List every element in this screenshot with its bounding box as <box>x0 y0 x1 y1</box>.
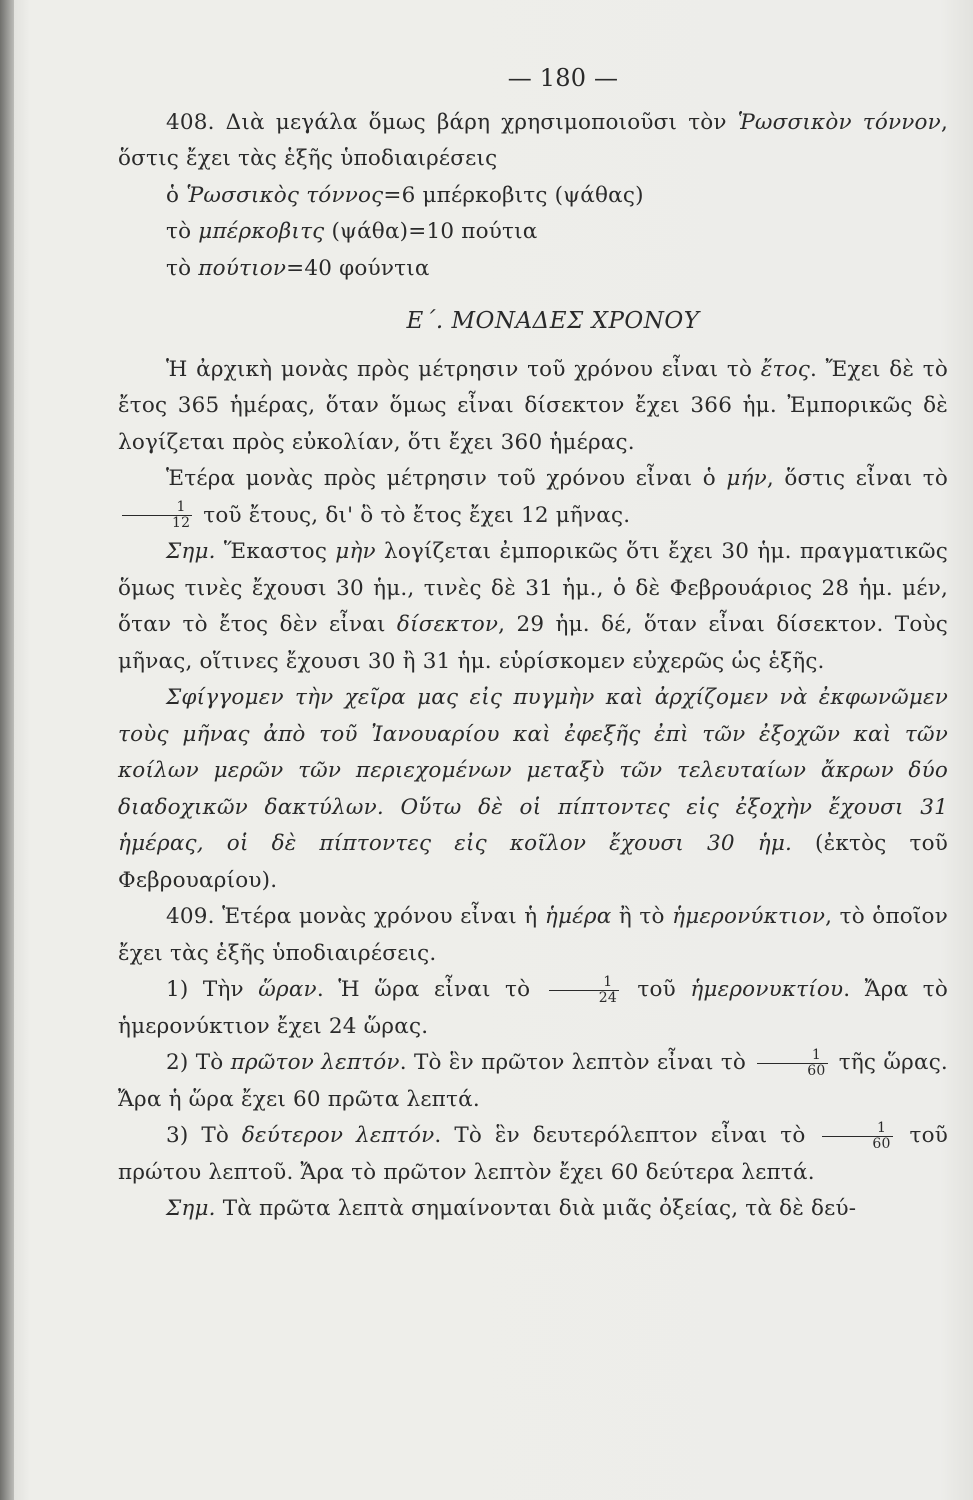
text: τὸ <box>166 219 199 244</box>
italic-term: ἡμερονυκτίου <box>690 977 844 1002</box>
text: Ἑτέρα μονὰς πρὸς μέτρησιν τοῦ χρόνου εἶναι ὁ <box>166 466 727 491</box>
list-item-hour <box>118 972 948 1045</box>
text: 408. Διὰ μεγάλα ὅμως βάρη χρησιμοποιοῦσι τὸν <box>166 109 738 135</box>
text: . Ἔχει δὲ τὸ ἔτος 365 ἡμέρας, ὅταν ὅμως εἶναι δίσεκτον ἔχει 366 ἡμ. Ἐμπορικῶς δὲ λογίζεται πρὸς εὐκολίαν, ὅτι ἔχει 360 ἡμέρας. <box>118 356 948 455</box>
fraction <box>822 1121 892 1152</box>
fraction-denominator: 24 <box>598 989 617 1006</box>
page-spine-shadow <box>0 0 14 1500</box>
fraction-numerator: 1 <box>822 1121 892 1137</box>
italic-term: Σημ. <box>166 1196 216 1221</box>
text: 3) Τὸ <box>166 1123 242 1148</box>
text: 409. Ἑτέρα μονὰς χρόνου εἶναι ἡ <box>166 904 545 929</box>
text: Ἡ ἀρχικὴ μονὰς πρὸς μέτρησιν τοῦ χρόνου εἶναι τὸ <box>166 356 761 382</box>
fraction-numerator: 1 <box>757 1048 827 1064</box>
italic-term: μὴν <box>335 539 376 564</box>
section-heading: Ε΄. ΜΟΝΑΔΕΣ ΧΡΟΝΟΥ <box>406 308 700 334</box>
italic-term: δεύτερον λεπτόν <box>241 1123 435 1148</box>
italic-term: Ῥωσσικὸν τόννον <box>737 109 941 135</box>
italic-term: μήν <box>726 466 767 491</box>
page-text <box>118 60 948 1228</box>
italic-term: πρῶτον λεπτόν <box>230 1050 400 1075</box>
italic-term: ἔτος <box>760 356 810 382</box>
text: , ὅστις εἶναι τὸ <box>766 466 948 491</box>
text: . Ἡ ὥρα εἶναι τὸ <box>316 977 545 1002</box>
text: . Τὸ ἓν πρῶτον λεπτὸν εἶναι τὸ <box>399 1050 754 1075</box>
italic-term: δίσεκτον <box>396 612 499 637</box>
text: τοῦ ἔτους, δι' ὃ τὸ ἔτος ἔχει 12 μῆνας. <box>196 502 631 528</box>
text: τοῦ <box>622 977 691 1002</box>
italic-passage: Σφίγγομεν τὴν χεῖρα μας εἰς πυγμὴν καὶ ἀρχίζομεν νὰ ἐκφωνῶμεν τοὺς μῆνας ἀπὸ τοῦ Ἰανουαρίου καὶ ἐφεξῆς ἐπὶ τῶν ἐξοχῶν καὶ τῶν κοίλων μερῶν τῶν περιεχομένων μεταξὺ τῶν τελευταίων ἄκρων δύο διαδοχικῶν δακτύλων. Οὕτω δὲ οἱ πίπτοντες εἰς ἐξοχὴν ἔχουσι 31 ἡμέρας, οἱ δὲ πίπτοντες εἰς κοῖλον ἔχουσι 30 ἡμ. <box>118 685 948 856</box>
italic-term: μπέρκοβιτς <box>198 219 325 244</box>
page-number: — 180 — <box>507 64 619 92</box>
fraction-denominator: 60 <box>807 1062 826 1079</box>
fraction-denominator: 60 <box>872 1135 891 1152</box>
fraction <box>549 975 619 1006</box>
subdivision-line-2 <box>118 214 948 251</box>
subdivision-line-1 <box>118 178 948 215</box>
text: Ἕκαστος <box>215 539 336 564</box>
paragraph-month <box>118 461 948 534</box>
subdivision-line-3 <box>118 251 948 288</box>
paragraph-note-minutes <box>118 1191 948 1228</box>
paragraph-fist-rule <box>118 680 948 899</box>
paragraph-409 <box>118 899 948 972</box>
paragraph-408 <box>118 105 948 178</box>
list-item-second <box>118 1118 948 1191</box>
text: , τὸ ὁποῖον ἔχει τὰς ἑξῆς ὑποδιαιρέσεις. <box>118 904 948 966</box>
text: , 29 ἡμ. δέ, ὅταν εἶναι δίσεκτον. Τοὺς μῆνας, οἵτινες ἔχουσι 30 ἢ 31 ἡμ. εὑρίσκομεν εὐχερῶς ὡς ἑξῆς. <box>118 612 948 674</box>
italic-term: ὥραν <box>258 977 317 1002</box>
paragraph-year <box>118 352 948 462</box>
list-item-minute <box>118 1045 948 1118</box>
fraction-numerator: 1 <box>122 500 192 516</box>
text: , ὅστις ἔχει τὰς ἑξῆς ὑποδιαιρέσεις <box>118 109 948 171</box>
text: =6 μπέρκοβιτς (ψάθας) <box>383 182 644 208</box>
paragraph-note-months <box>118 534 948 680</box>
italic-term: Σημ. <box>166 539 216 564</box>
text: τῆς ὥρας. Ἄρα ἡ ὥρα ἔχει 60 πρῶτα λεπτά. <box>118 1050 948 1112</box>
italic-term: ἡμερονύκτιον <box>672 904 826 929</box>
text: (ψάθα)=10 πούτια <box>324 219 538 244</box>
fraction <box>757 1048 827 1079</box>
italic-term: ἡμέρα <box>544 904 612 929</box>
fraction-numerator: 1 <box>549 975 619 991</box>
italic-term: Ῥωσσικὸς τόννος <box>186 182 384 208</box>
text: ἢ τὸ <box>611 904 673 929</box>
fraction-denominator: 12 <box>172 515 191 531</box>
text: τὸ <box>166 255 199 281</box>
text: 2) Τὸ <box>166 1050 231 1075</box>
text: . Ἄρα τὸ ἡμερονύκτιον ἔχει 24 ὥρας. <box>118 977 948 1039</box>
italic-term: πούτιον <box>198 255 287 281</box>
text: Τὰ πρῶτα λεπτὰ σημαίνονται διὰ μιᾶς ὀξείας, τὰ δὲ δεύ- <box>215 1196 857 1221</box>
text: . Τὸ ἓν δευτερόλεπτον εἶναι τὸ <box>434 1123 819 1148</box>
text: 1) Τὴν <box>166 977 259 1002</box>
fraction <box>122 500 192 531</box>
text: ὁ <box>166 182 187 208</box>
text: (ἐκτὸς τοῦ Φεβρουαρίου). <box>118 831 948 893</box>
text: τοῦ πρώτου λεπτοῦ. Ἄρα τὸ πρῶτον λεπτὸν ἔχει 60 δεύτερα λεπτά. <box>118 1123 948 1185</box>
text: λογίζεται ἐμπορικῶς ὅτι ἔχει 30 ἡμ. πραγματικῶς ὅμως τινὲς ἔχουσι 30 ἡμ., τινὲς δὲ 31 ἡμ., ὁ δὲ Φεβρουάριος 28 ἡμ. μέν, ὅταν τὸ ἔτος δὲν εἶναι <box>118 539 948 637</box>
text: =40 φούντια <box>286 255 430 281</box>
